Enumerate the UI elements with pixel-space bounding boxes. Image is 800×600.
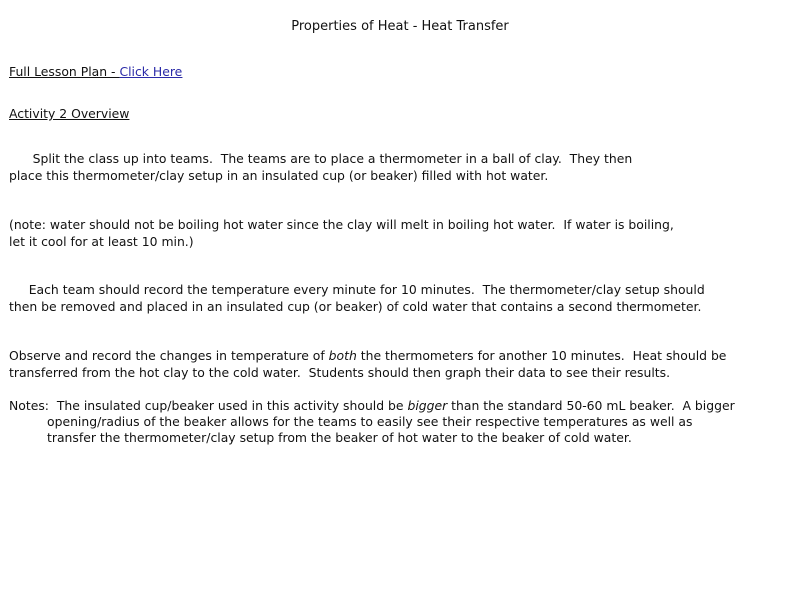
emphasis: bigger <box>407 398 448 413</box>
notes-line-2: opening/radius of the beaker allows for the teams to easily see their respective temperatures as well as <box>47 414 693 429</box>
text: the thermometers for another 10 minutes. Heat should be <box>356 348 727 363</box>
note-line-1: (note: water should not be boiling hot water since the clay will melt in boiling hot water. If water is boiling, <box>9 217 674 232</box>
full-lesson-plan-line <box>9 63 182 80</box>
text: Notes: The insulated cup/beaker used in this activity should be <box>9 398 408 413</box>
paragraph-1-line-2: place this thermometer/clay setup in an insulated cup (or beaker) filled with hot water. <box>9 168 549 183</box>
page-title: Properties of Heat - Heat Transfer <box>291 19 509 34</box>
paragraph-4-line-2: transferred from the hot clay to the cold water. Students should then graph their data to see their results. <box>9 365 671 380</box>
click-here-link[interactable]: Click Here <box>119 64 183 79</box>
paragraph-4-line-1 <box>9 347 726 364</box>
emphasis: both <box>328 348 357 363</box>
paragraph-3-line-1: Each team should record the temperature every minute for 10 minutes. The thermometer/clay setup should <box>9 282 705 297</box>
notes-line-3: transfer the thermometer/clay setup from the beaker of hot water to the beaker of cold water. <box>47 430 632 445</box>
paragraph-3-line-2: then be removed and placed in an insulated cup (or beaker) of cold water that contains a second thermometer. <box>9 299 702 314</box>
section-heading: Activity 2 Overview <box>9 106 130 121</box>
notes-line-1 <box>9 397 735 414</box>
text: than the standard 50-60 mL beaker. A bigger <box>447 398 735 413</box>
note-line-2: let it cool for at least 10 min.) <box>9 234 194 249</box>
text: Observe and record the changes in temperature of <box>9 348 329 363</box>
lesson-plan-label: Full Lesson Plan - <box>9 64 120 79</box>
paragraph-1-line-1: Split the class up into teams. The teams are to place a thermometer in a ball of clay. They then <box>9 151 633 166</box>
